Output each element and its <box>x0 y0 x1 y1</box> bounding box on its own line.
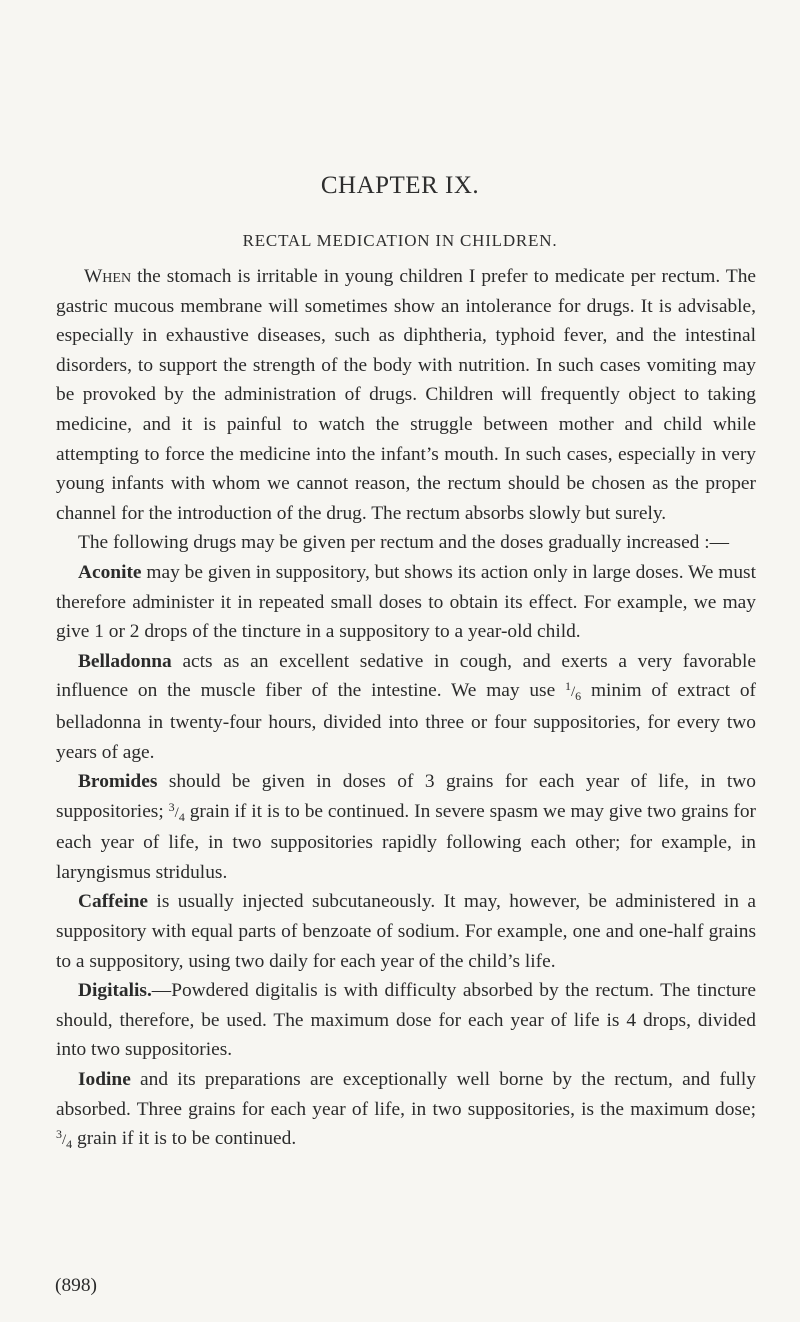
page-number: (898) <box>55 1275 98 1296</box>
paragraph-text: grain if it is to be continued. <box>72 1128 297 1150</box>
fraction-denominator: 4 <box>66 1137 73 1152</box>
drug-term-belladonna: Belladonna <box>78 650 172 672</box>
paragraph-belladonna <box>56 647 756 767</box>
fraction: $^1/_6$ <box>565 679 582 704</box>
paragraph-digitalis <box>56 976 756 1065</box>
paragraph-text: the stomach is irritable in young children I prefer to medicate per rectum. The gastric mucous membrane will sometimes show an intolerance for drugs. It is advisable, especially in exhaustive diseases, such as diphtheria, typhoid fever, and the intestinal disorders, to support the strength of the body with nutrition. In such cases vomiting may be provoked by the administration of drugs. Children will frequently object to taking medicine, and it is painful to watch the struggle between mother and child while attempting to force the medicine into the infant’s mouth. In such cases, especially in very young infants with whom we cannot reason, the rectum should be chosen as the proper channel for the introduction of the drug. The rectum absorbs slowly but surely. <box>56 266 756 524</box>
fraction-numerator: 3 <box>168 799 175 814</box>
paragraph-text: is usually injected subcutaneously. It may, however, be administered in a suppository with equal parts of benzoate of sodium. For example, one and one-half grains to a suppository, using two daily for each year of the child’s life. <box>56 891 756 972</box>
drug-term-digitalis: Digitalis. <box>78 980 152 1002</box>
fraction-numerator: 3 <box>56 1127 62 1142</box>
paragraph-lead-word: When <box>84 266 132 287</box>
paragraph-text: minim of extract of belladonna in twenty-four hours, divided into three or four suppositories, for every two years of age. <box>56 680 756 763</box>
paragraph-text: The following drugs may be given per rectum and the doses gradually increased :— <box>78 532 730 554</box>
body-text <box>56 262 756 1156</box>
paragraph-text: —Powdered digitalis is with difficulty absorbed by the rectum. The tincture should, therefore, be used. The maximum dose for each year of life is 4 drops, divided into two suppositories. <box>56 980 756 1061</box>
paragraph-caffeine <box>56 887 756 976</box>
paragraph-aconite <box>56 558 756 647</box>
drug-term-caffeine: Caffeine <box>78 891 148 913</box>
paragraph-intro <box>56 262 756 528</box>
fraction: $^3/_4$ <box>168 799 185 824</box>
paragraph-text: and its preparations are exceptionally well borne by the rectum, and fully absorbed. Three grains for each year of life, in two suppositories, is the maximum dose; <box>56 1069 756 1120</box>
fraction-numerator: 1 <box>565 679 571 694</box>
section-title: RECTAL MEDICATION IN CHILDREN. <box>242 231 558 250</box>
paragraph-following <box>56 528 756 558</box>
paragraph-text: acts as an excellent sedative in cough, and exerts a very favorable influence on the muscle fiber of the intestine. We may use <box>56 650 756 702</box>
fraction: $^3/_4$ <box>56 1127 73 1152</box>
paragraph-text: may be given in suppository, but shows its action only in large doses. We must therefore administer it in repeated small doses to obtain its effect. For example, we may give 1 or 2 drops of the tincture in a suppository to a year-old child. <box>56 561 756 643</box>
drug-term-bromides: Bromides <box>78 771 158 793</box>
fraction-denominator: 6 <box>575 689 582 704</box>
paragraph-bromides <box>56 767 756 887</box>
fraction-denominator: 4 <box>178 809 185 824</box>
paragraph-iodine <box>56 1065 756 1156</box>
drug-term-iodine: Iodine <box>78 1069 131 1091</box>
chapter-title: CHAPTER IX. <box>320 172 480 199</box>
paragraph-text: should be given in doses of 3 grains for each year of life, in two suppositories; <box>56 771 756 822</box>
paragraph-text: grain if it is to be continued. In severe spasm we may give two grains for each year of life, in two suppositories rapidly following each other; for example, in laryngismus stridulus. <box>56 800 757 883</box>
drug-term-aconite: Aconite <box>78 561 142 583</box>
